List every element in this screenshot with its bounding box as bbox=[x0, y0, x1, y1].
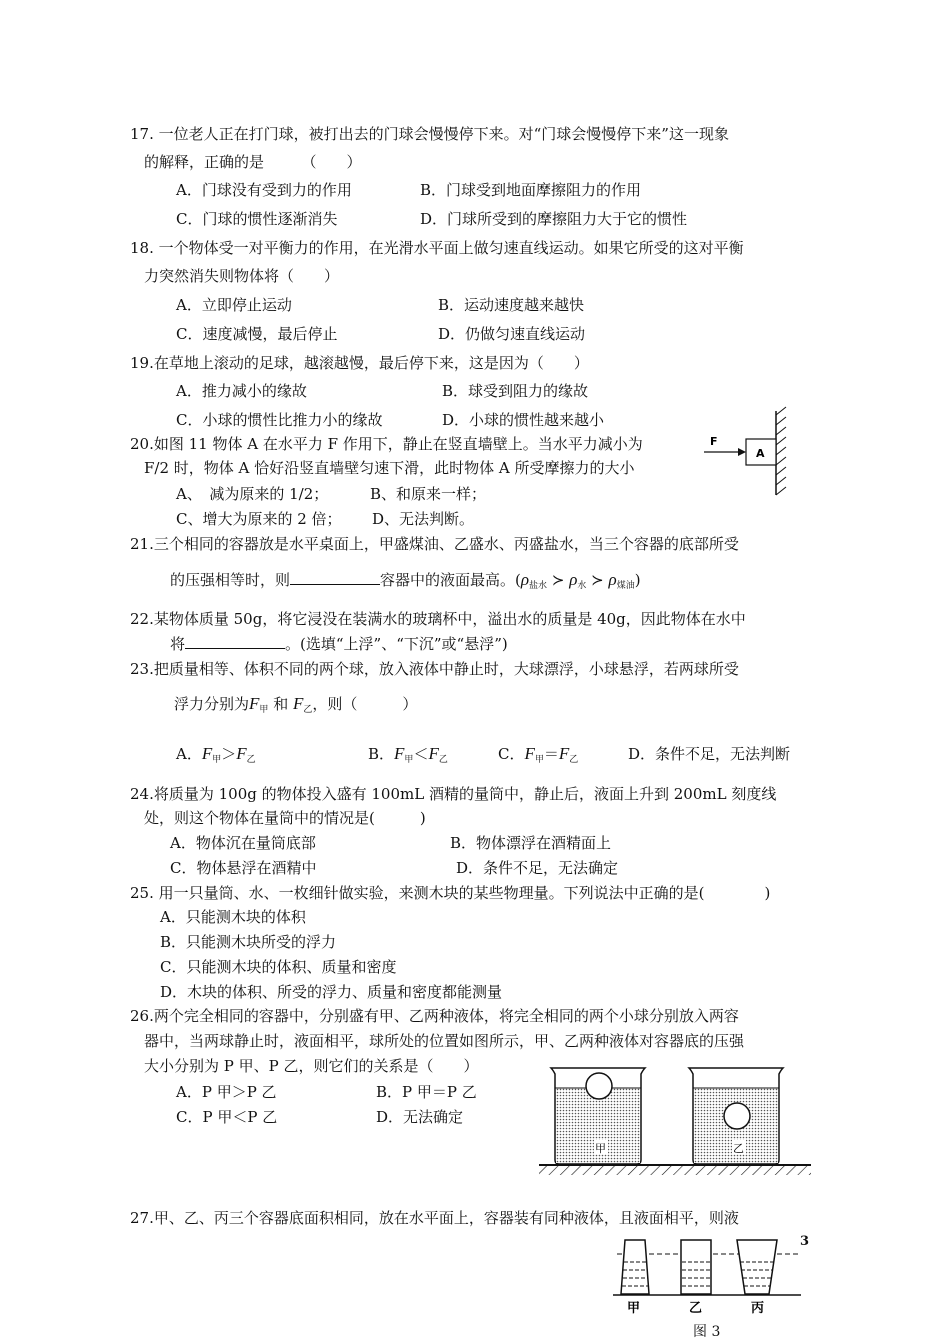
q19-option-c: C．小球的惯性比推力小的缘故 bbox=[176, 411, 383, 429]
q23-option-b bbox=[368, 744, 448, 770]
q19-stem: 19.在草地上滚动的足球，越滚越慢，最后停下来，这是因为（ ） bbox=[130, 354, 589, 372]
q24-option-d: D．条件不足，无法确定 bbox=[456, 859, 619, 877]
q21-sub-kerosene: 煤油 bbox=[616, 581, 635, 591]
q23-b-sub1: 甲 bbox=[404, 755, 414, 765]
q23-b-F2: F bbox=[428, 744, 439, 763]
q21-rho-2: ρ bbox=[569, 570, 578, 589]
q26-stem-line1: 26.两个完全相同的容器中，分别盛有甲、乙两种液体，将完全相同的两个小球分别放入两容 bbox=[130, 1007, 739, 1025]
q21-answer-blank[interactable] bbox=[290, 570, 380, 585]
q21-gt-1: ≻ bbox=[551, 571, 565, 589]
q23-stem-line2 bbox=[174, 694, 417, 720]
q27-fig-jia-label: 甲 bbox=[627, 1301, 641, 1316]
q26-stem-line2: 器中，当两球静止时，液面相平，球所处的位置如图所示，甲、乙两种液体对容器底的压强 bbox=[144, 1032, 745, 1050]
q23-option-c bbox=[498, 744, 578, 770]
q27-stem-line1: 27.甲、乙、丙三个容器底面积相同，放在水平面上，容器装有同种液体，且液面相平，则液 bbox=[130, 1209, 739, 1227]
q26-option-b: B．P 甲＝P 乙 bbox=[376, 1083, 477, 1101]
q24-option-b: B．物体漂浮在酒精面上 bbox=[450, 834, 612, 852]
q23-c-F1: F bbox=[524, 744, 535, 763]
q23-a-sub2: 乙 bbox=[246, 755, 256, 765]
q23-option-d: D．条件不足，无法判断 bbox=[628, 745, 791, 763]
q23-b-sub2: 乙 bbox=[438, 755, 448, 765]
q17-stem-line2: 的解释，正确的是 （ ） bbox=[144, 153, 362, 171]
q23-c-sub1: 甲 bbox=[534, 755, 544, 765]
q19-option-a: A．推力减小的缘故 bbox=[176, 382, 307, 400]
q26-option-c: C．P 甲＜P 乙 bbox=[176, 1108, 278, 1126]
q20-option-a: A、 减为原来的 1/2； bbox=[176, 485, 329, 503]
q21-rho-1: ρ bbox=[520, 570, 530, 589]
q24-stem-line2: 处，则这个物体在量筒中的情况是( ) bbox=[144, 809, 426, 827]
q26-option-a: A．P 甲＞P 乙 bbox=[176, 1083, 277, 1101]
q18-stem-line2: 力突然消失则物体将（ ） bbox=[144, 267, 340, 285]
q21-line2-post: 容器中的液面最高。( bbox=[380, 571, 521, 589]
q20-fig-block-label: A bbox=[756, 447, 765, 460]
q18-option-b: B．运动速度越来越快 bbox=[438, 296, 585, 314]
q23-c-F2: F bbox=[558, 744, 570, 763]
q24-option-c: C．物体悬浮在酒精中 bbox=[170, 859, 317, 877]
q23-and: 和 bbox=[273, 695, 289, 713]
q19-option-b: B．球受到阻力的缘故 bbox=[442, 382, 589, 400]
q23-stem-line1: 23.把质量相等、体积不同的两个球，放入液体中静止时，大球漂浮，小球悬浮，若两球所受 bbox=[130, 660, 739, 678]
q23-a-F2: F bbox=[236, 744, 247, 763]
q21-line2-pre: 的压强相等时，则 bbox=[170, 571, 291, 589]
q21-stem-line1: 21.三个相同的容器放是水平桌面上，甲盛煤油、乙盛水、丙盛盐水，当三个容器的底部所受 bbox=[130, 535, 739, 553]
q24-option-a: A．物体沉在量筒底部 bbox=[170, 834, 316, 852]
q23-a-label: A． bbox=[176, 745, 202, 763]
q21-sub-saltwater: 盐水 bbox=[529, 581, 548, 591]
q23-b-label: B． bbox=[368, 745, 395, 763]
q23-a-sub1: 甲 bbox=[212, 755, 222, 765]
q20-option-d: D、无法判断。 bbox=[372, 510, 475, 528]
q18-stem-line1: 18. 一个物体受一对平衡力的作用，在光滑水平面上做匀速直线运动。如果它所受的这对平衡 bbox=[130, 239, 744, 257]
q23-b-F1: F bbox=[394, 744, 405, 763]
q26-option-d: D．无法确定 bbox=[376, 1108, 464, 1126]
q18-option-a: A．立即停止运动 bbox=[176, 296, 292, 314]
q23-F-yi: F bbox=[293, 694, 304, 713]
q26-stem-line3: 大小分别为 P 甲、P 乙，则它们的关系是（ ） bbox=[144, 1057, 479, 1075]
q21-close: ) bbox=[634, 571, 641, 589]
q20-stem-line1: 20.如图 11 物体 A 在水平力 F 作用下，静止在竖直墙壁上。当水平力减小为 bbox=[130, 435, 643, 453]
page-number: 3 bbox=[800, 1234, 810, 1249]
q23-c-op: ＝ bbox=[543, 745, 559, 763]
q20-stem-line2: F/2 时，物体 A 恰好沿竖直墙壁匀速下滑，此时物体 A 所受摩擦力的大小 bbox=[144, 459, 635, 477]
q20-option-c: C、增大为原来的 2 倍； bbox=[176, 510, 342, 528]
q25-option-d: D．木块的体积、所受的浮力、质量和密度都能测量 bbox=[160, 983, 503, 1001]
q22-line2-post: 。(选填“上浮”、“下沉”或“悬浮”) bbox=[285, 635, 508, 653]
q23-F-jia: F bbox=[249, 694, 260, 713]
q27-fig-yi-label: 乙 bbox=[689, 1301, 703, 1316]
q18-option-c: C．速度减慢，最后停止 bbox=[176, 325, 338, 343]
q23-line2-post: ，则（ ） bbox=[312, 695, 418, 713]
q23-sub-jia: 甲 bbox=[259, 705, 269, 715]
q23-sub-yi: 乙 bbox=[303, 705, 313, 715]
q22-stem-line2 bbox=[170, 634, 508, 654]
q27-fig-bing-label: 丙 bbox=[751, 1301, 765, 1316]
q25-option-c: C．只能测木块的体积、质量和密度 bbox=[160, 958, 397, 976]
q17-option-a: A．门球没有受到力的作用 bbox=[176, 181, 352, 199]
q23-c-label: C． bbox=[498, 745, 525, 763]
q25-option-b: B．只能测木块所受的浮力 bbox=[160, 933, 337, 951]
q19-option-d: D．小球的惯性越来越小 bbox=[442, 411, 605, 429]
q18-option-d: D．仍做匀速直线运动 bbox=[438, 325, 586, 343]
q24-stem-line1: 24.将质量为 100g 的物体投入盛有 100mL 酒精的量筒中，静止后，液面上升到 200mL 刻度线 bbox=[130, 785, 777, 803]
q17-stem-line1: 17. 一位老人正在打门球，被打出去的门球会慢慢停下来。对“门球会慢慢停下来”这一现象 bbox=[130, 125, 729, 143]
q26-fig-jia-label: 甲 bbox=[595, 1142, 606, 1155]
q22-line2-pre: 将 bbox=[170, 635, 186, 653]
q17-option-d: D．门球所受到的摩擦阻力大于它的惯性 bbox=[420, 210, 688, 228]
q23-option-a bbox=[176, 744, 256, 770]
q21-gt-2: ≻ bbox=[591, 571, 604, 589]
q17-option-b: B．门球受到地面摩擦阻力的作用 bbox=[420, 181, 642, 199]
q27-fig-caption: 图 3 bbox=[693, 1324, 721, 1340]
q26-fig-yi-label: 乙 bbox=[733, 1142, 744, 1155]
q26-containers-figure bbox=[535, 1064, 815, 1184]
q23-line2-pre: 浮力分别为 bbox=[174, 695, 250, 713]
q22-stem-line1: 22.某物体质量 50g，将它浸没在装满水的玻璃杯中，溢出水的质量是 40g，因此物体在水中 bbox=[130, 610, 746, 628]
q27-containers-figure bbox=[605, 1232, 805, 1316]
q23-c-sub2: 乙 bbox=[569, 755, 579, 765]
q21-sub-water: 水 bbox=[577, 581, 587, 591]
q25-option-a: A．只能测木块的体积 bbox=[160, 908, 306, 926]
q23-a-F1: F bbox=[201, 744, 213, 763]
q22-answer-blank[interactable] bbox=[185, 634, 285, 649]
q21-stem-line2 bbox=[170, 570, 641, 596]
q20-wall-figure bbox=[700, 405, 800, 497]
q20-fig-force-label: F bbox=[710, 435, 718, 448]
q23-a-op: ＞ bbox=[221, 745, 237, 763]
q25-stem: 25. 用一只量筒、水、一枚细针做实验，来测木块的某些物理量。下列说法中正确的是( ) bbox=[130, 884, 771, 902]
q23-b-op: ＜ bbox=[413, 745, 429, 763]
q21-rho-3: ρ bbox=[608, 570, 617, 589]
q17-option-c: C．门球的惯性逐渐消失 bbox=[176, 210, 338, 228]
q20-option-b: B、和原来一样； bbox=[370, 485, 487, 503]
